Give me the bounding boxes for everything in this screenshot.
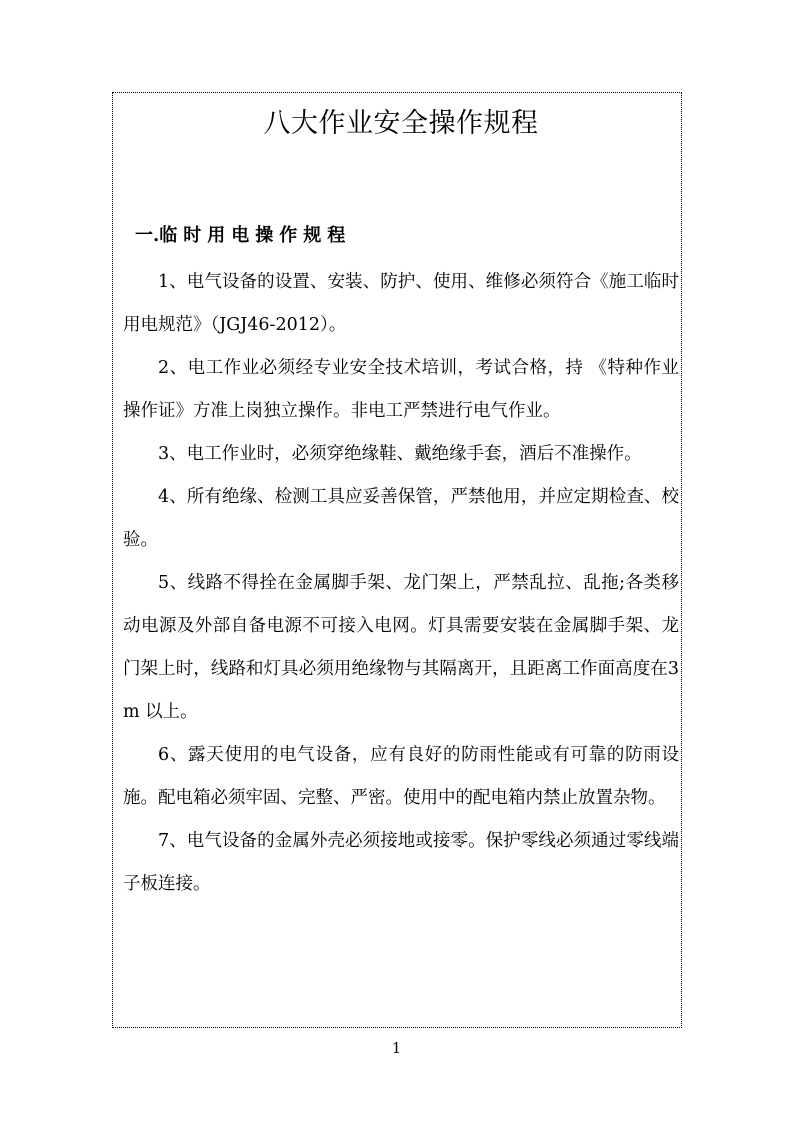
document-content	[123, 93, 679, 906]
paragraph-1: 1、电气设备的设置、安装、防护、使用、维修必须符合《施工临时用电规范》（JGJ46-2012）。	[123, 272, 679, 335]
section-heading-1	[123, 219, 679, 253]
page-title: 八大作业安全操作规程	[263, 108, 539, 139]
page-number: 1	[391, 1039, 402, 1057]
section-heading-text: 临时用电操作规程	[159, 225, 352, 246]
paragraph-4: 4、所有绝缘、检测工具应妥善保管，严禁他用，并应定期检查、校验。	[123, 487, 679, 550]
section-heading-number: 一.	[135, 225, 160, 246]
paragraph-3: 3、电工作业时，必须穿绝缘鞋、戴绝缘手套，酒后不准操作。	[158, 444, 642, 464]
paragraph-5: 5、线路不得拴在金属脚手架、龙门架上，严禁乱拉、乱拖;各类移动电源及外部自备电源不可接入电网。灯具需要安装在金属脚手架、龙门架上时，线路和灯具必须用绝缘物与其隔离开，且距离工作面高度在3m 以上。	[123, 573, 679, 722]
paragraph-6: 6、露天使用的电气设备，应有良好的防雨性能或有可靠的防雨设施。配电箱必须牢固、完整、严密。使用中的配电箱内禁止放置杂物。	[123, 745, 679, 808]
title-spacer	[123, 147, 679, 219]
paragraph-2: 2、电工作业必须经专业安全技术培训，考试合格，持 《特种作业操作证》方准上岗独立操作。非电工严禁进行电气作业。	[123, 358, 679, 421]
paragraph-7: 7、电气设备的金属外壳必须接地或接零。保护零线必须通过零线端子板连接。	[123, 831, 679, 894]
document-border-frame	[112, 92, 682, 1028]
